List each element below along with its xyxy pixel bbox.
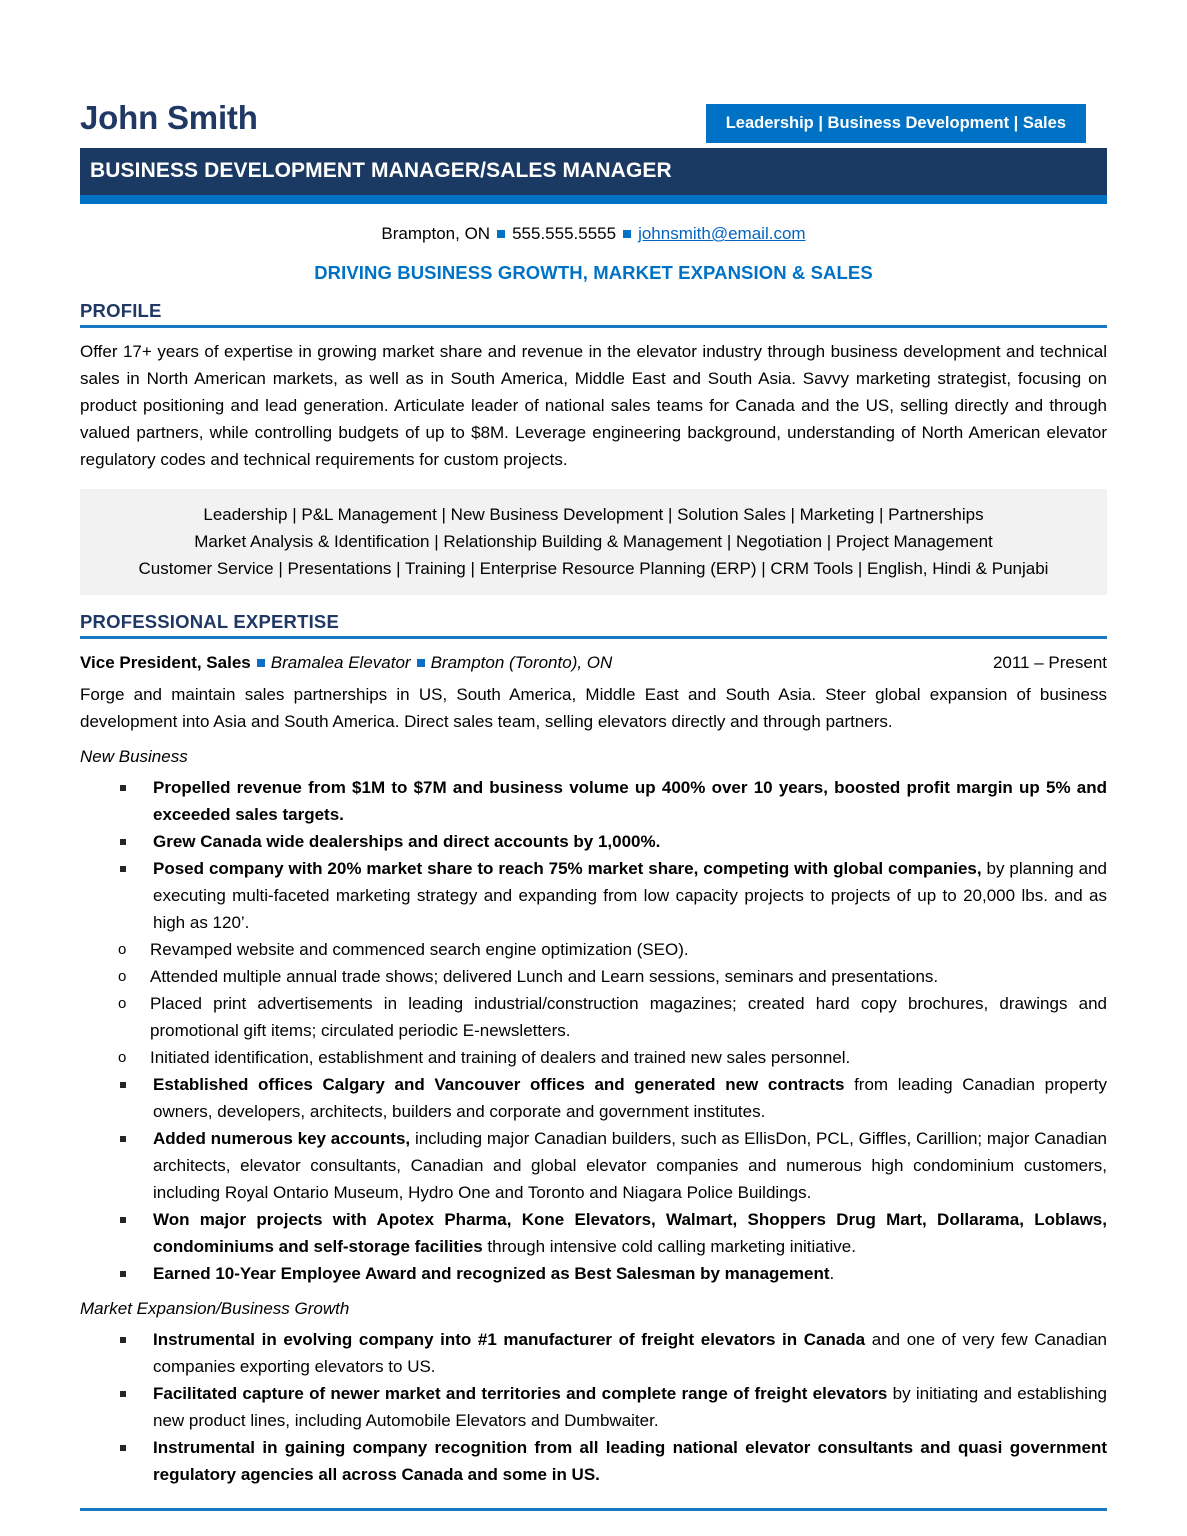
square-separator-icon [623,230,631,238]
contact-line [80,222,1107,246]
resume-header [80,0,1107,284]
job-title-bar: BUSINESS DEVELOPMENT MANAGER/SALES MANAGER [80,148,1107,195]
section-rule [80,636,1107,639]
bullet-bold-text: Won major projects with Apotex Pharma, Kone Elevators, Walmart, Shoppers Drug Mart, Dollarama, Loblaws, condominiums and self-storage facilities [153,1210,1107,1256]
bullet-bold-text: Earned 10-Year Employee Award and recognized as Best Salesman by management [153,1264,830,1283]
bullet-bold-text: Posed company with 20% market share to reach 75% market share, competing with global companies, [153,859,982,878]
contact-email-link[interactable]: johnsmith@email.com [638,224,806,243]
bullet-item [80,1434,1107,1488]
job-header [80,649,1107,677]
bullet-text: including major Canadian builders, such as EllisDon, PCL, Giffles, Carillion; major Canadian architects, elevator consultants, Canadian and global elevator companies and numerous high condominium customers, including Royal Ontario Museum, Hydro One and Toronto and Niagara Police Buildings. [153,1129,1107,1202]
professional-expertise-section [80,595,1107,1488]
bullet-item [80,855,1107,936]
headline: DRIVING BUSINESS GROWTH, MARKET EXPANSION & SALES [314,262,873,283]
profile-text: Offer 17+ years of expertise in growing market share and revenue in the elevator industry through business development and technical sales in North American markets, as well as in South America, Middle East and South Asia. Savvy marketing strategist, focusing on product positioning and lead generation. Articulate leader of national sales teams for Canada and the US, selling directly and through valued partners, while controlling budgets of up to $8M. Leverage engineering background, understanding of North American elevator regulatory codes and technical requirements for custom projects. [80,342,1107,469]
skills-line: Customer Service | Presentations | Training | Enterprise Resource Planning (ERP) | CRM Tools | English, Hindi & Punjabi [138,559,1049,578]
sub-bullet-item: o Placed print advertisements in leading industrial/construction magazines; created hard copy brochures, drawings and promotional gift items; circulated periodic E-newsletters. [80,990,1107,1044]
sub-bullet-list [80,936,1107,1071]
square-separator-icon [257,659,265,667]
bullet-item [80,1260,1107,1287]
job-company: Bramalea Elevator [270,653,411,672]
bullet-bold-text: Instrumental in gaining company recognition from all leading national elevator consultants and quasi government regulatory agencies all across Canada and some in US. [153,1438,1107,1484]
bullet-bold-text: Facilitated capture of newer market and territories and complete range of freight elevators [153,1384,888,1403]
job-location: Brampton (Toronto), ON [430,653,613,672]
bullet-bold-text: Propelled revenue from $1M to $7M and business volume up 400% over 10 years, boosted profit margin up 5% and exceeded sales targets. [153,778,1107,824]
bullet-text: . [829,1264,835,1283]
bullet-text: by initiating and establishing new product lines, including Automobile Elevators and Dumbwaiter. [153,1384,1107,1430]
section-title-profile: PROFILE [80,300,162,321]
bullet-text: through intensive cold calling marketing initiative. [482,1237,856,1256]
subsection-heading-new-business: New Business [80,747,188,766]
bullet-item [80,1380,1107,1434]
bullet-item [80,774,1107,828]
job-summary: Forge and maintain sales partnerships in US, South America, Middle East and South Asia. Steer global expansion of business development into Asia and South America. Direct sales team, selling elevators directly and through partners. [80,685,1107,731]
section-rule [80,325,1107,328]
square-separator-icon [497,230,505,238]
bullet-bold-text: Established offices Calgary and Vancouver offices and generated new contracts [153,1075,845,1094]
bullet-bold-text: Added numerous key accounts, [153,1129,411,1148]
bullet-item [80,1206,1107,1260]
bullet-bold-text: Instrumental in evolving company into #1 manufacturer of freight elevators in Canada [153,1330,866,1349]
square-separator-icon [417,659,425,667]
sub-bullet-item: o Revamped website and commenced search engine optimization (SEO). [80,936,1107,963]
bullet-text: from leading Canadian property owners, developers, architects, builders and corporate and government institutes. [153,1075,1107,1121]
title-accent-strip [80,195,1107,204]
job-title: Vice President, Sales [80,653,251,672]
contact-phone: 555.555.5555 [512,224,617,243]
bullet-bold-text: Grew Canada wide dealerships and direct accounts by 1,000%. [153,832,661,851]
skills-line: Market Analysis & Identification | Relationship Building & Management | Negotiation | Project Management [194,532,993,551]
bullet-item [80,1071,1107,1125]
tagline-badge: Leadership | Business Development | Sales [706,104,1086,143]
skills-line: Leadership | P&L Management | New Business Development | Solution Sales | Marketing | Partnerships [203,505,984,524]
sub-bullet-item: o Attended multiple annual trade shows; delivered Lunch and Learn sessions, seminars and presentations. [80,963,1107,990]
name-row [80,96,1107,148]
job-dates: 2011 – Present [992,653,1107,672]
subsection-heading-market-expansion: Market Expansion/Business Growth [80,1299,350,1318]
profile-section [80,284,1107,473]
bullet-item [80,828,1107,855]
core-competencies-box [80,489,1107,595]
section-title-expertise: PROFESSIONAL EXPERTISE [80,611,340,632]
contact-location: Brampton, ON [381,224,491,243]
bullet-text: and one of very few Canadian companies exporting elevators to US. [153,1330,1107,1376]
page-title: John Smith [80,99,258,136]
bullet-text: by planning and executing multi-faceted marketing strategy and expanding from low capacity projects to projects of up to 20,000 lbs. and as high as 120’. [153,859,1107,932]
footer-rule [80,1508,1107,1511]
market-expansion-bullet-list [80,1326,1107,1488]
new-business-bullet-list [80,774,1107,1287]
bullet-item [80,1125,1107,1206]
sub-bullet-item: o Initiated identification, establishment and training of dealers and trained new sales personnel. [80,1044,1107,1071]
job-header-left [80,649,612,677]
bullet-item [80,1326,1107,1380]
